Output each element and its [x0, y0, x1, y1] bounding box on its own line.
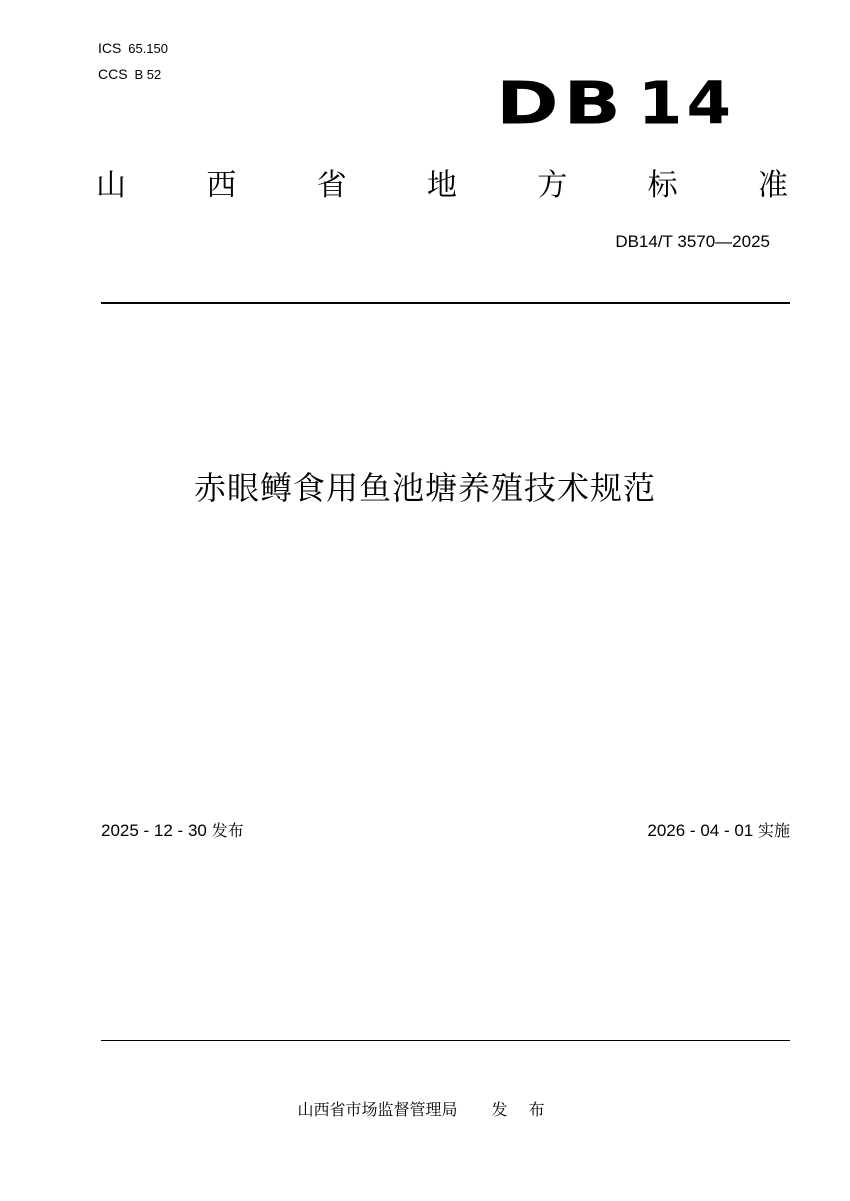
- document-title: 赤眼鳟食用鱼池塘养殖技术规范: [193, 469, 656, 507]
- standard-type-char: 方: [537, 168, 568, 203]
- standard-type-char: 西: [206, 168, 237, 203]
- effective-label: 实施: [757, 821, 790, 840]
- release-label: 发布: [211, 821, 244, 840]
- ics-label: ICS: [98, 40, 122, 56]
- issuer-name: 山西省市场监督管理局: [297, 1100, 458, 1119]
- standard-type-heading: [96, 166, 788, 206]
- ics-classification: [98, 40, 168, 57]
- standard-type-char: 准: [757, 168, 788, 203]
- effective-date-value: 2026 - 04 - 01: [647, 821, 754, 840]
- ccs-classification: [98, 66, 161, 83]
- standard-type-char: 省: [316, 168, 347, 203]
- db-logo: [496, 70, 735, 139]
- standard-type-char: 地: [426, 168, 457, 203]
- issuer-line: [0, 1099, 850, 1121]
- release-date-value: 2025 - 12 - 30: [101, 821, 207, 840]
- ics-code: 65.150: [128, 41, 168, 56]
- release-date: [101, 821, 244, 841]
- effective-date: [647, 821, 790, 841]
- db-logo-letters: DB: [496, 70, 626, 139]
- issuer-action: 发 布: [491, 1100, 553, 1119]
- standard-number: DB14/T 3570—2025: [615, 232, 770, 251]
- header-divider: [101, 302, 790, 304]
- db-logo-number: 14: [637, 70, 735, 139]
- footer-divider: [101, 1040, 790, 1041]
- ccs-code: B 52: [134, 67, 162, 82]
- ccs-label: CCS: [98, 66, 128, 82]
- standard-type-char: 标: [647, 168, 678, 203]
- standard-type-char: 山: [96, 168, 126, 203]
